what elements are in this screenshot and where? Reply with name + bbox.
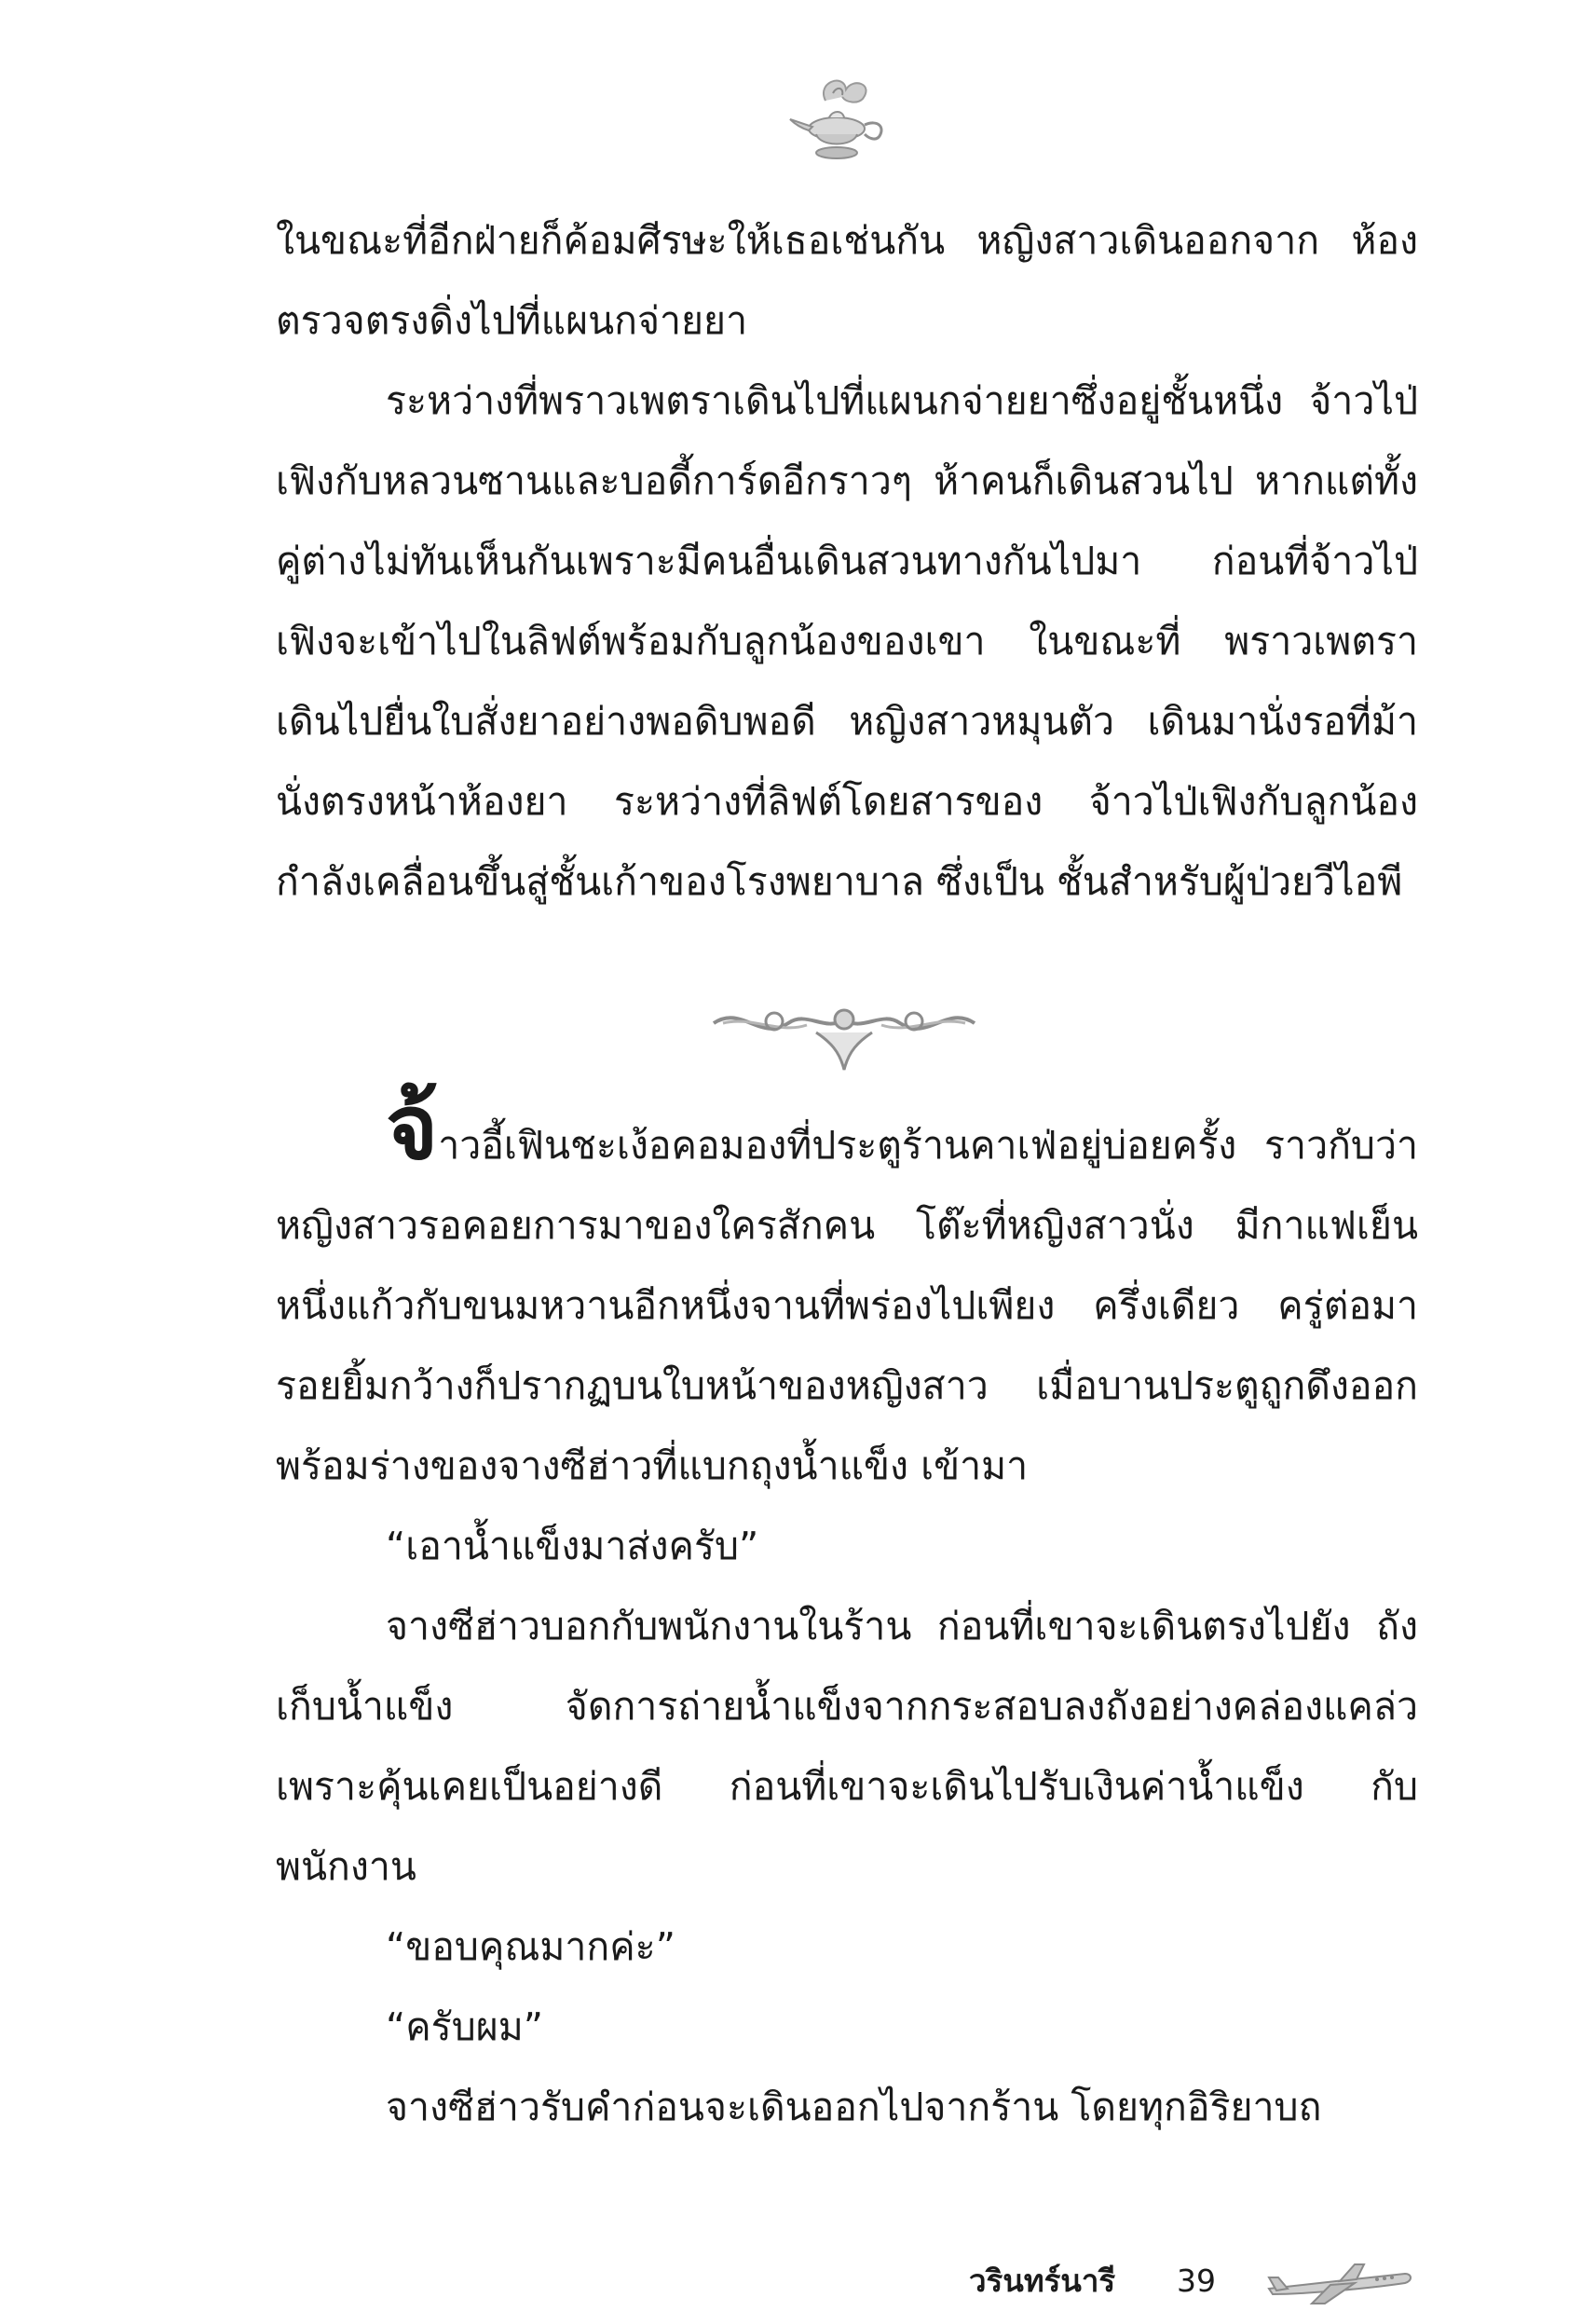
airplane-icon [1265,2261,1414,2307]
dialogue: “ครับผม” [386,2004,544,2049]
paragraph [276,1074,1418,1506]
paragraph: จางซีฮ่าวบอกกับพนักงานในร้าน ก่อนที่เขาจะเดินตรงไปยัง ถังเก็บน้ำแข็ง จัดการถ่ายน้ำแข็งจากกระสอบลงถังอย่างคล่องแคล่ว เพราะคุ้นเคยเป็นอย่างดี ก่อนที่เขาจะเดินไปรับเงินค่าน้ำแข็ง กับพนักงาน [276,1604,1418,1889]
page-footer [932,2253,1416,2309]
paragraph: ในขณะที่อีกฝ่ายก็ค้อมศีรษะให้เธอเช่นกัน หญิงสาวเดินออกจาก ห้องตรวจตรงดิ่งไปที่แผนกจ่ายยา [276,218,1418,343]
paragraph-text: าวอี้เฟินชะเง้อคอมองที่ประตูร้านคาเฟ่อยู่บ่อยครั้ง ราวกับว่าหญิงสาวรอคอยการมาของใครสักคน โต๊ะที่หญิงสาวนั่ง มีกาแฟเย็นหนึ่งแก้วกับขนมหวานอีกหนึ่งจานที่พร่องไปเพียง ครึ่งเดียว ครู่ต่อมารอยยิ้มกว้างก็ปรากฏบนใบหน้าของหญิงสาว เมื่อบานประตูถูกดึงออกพร้อมร่างของจางซีฮ่าวที่แบกถุงน้ำแข็ง เข้ามา [276,1123,1418,1488]
genie-lamp-icon [788,73,891,175]
section-one [276,200,1418,922]
dialogue: “ขอบคุณมากค่ะ” [386,1924,675,1969]
book-title: วรินทร์นารี [969,2263,1116,2299]
paragraph: ระหว่างที่พราวเพตราเดินไปที่แผนกจ่ายยาซึ่งอยู่ชั้นหนึ่ง จ้าวไป่เฟิงกับหลวนซานและบอดี้การ์ดอีกราวๆ ห้าคนก็เดินสวนไป หากแต่ทั้งคู่ต่างไม่ทันเห็นกันเพราะมีคนอื่นเดินสวนทางกันไปมา ก่อนที่จ้าวไป่เฟิงจะเข้าไปในลิฟต์พร้อมกับลูกน้องของเขา ในขณะที่ พราวเพตราเดินไปยื่นใบสั่งยาอย่างพอดิบพอดี หญิงสาวหมุนตัว เดินมานั่งรอที่ม้านั่งตรงหน้าห้องยา ระหว่างที่ลิฟต์โดยสารของ จ้าวไป่เฟิงกับลูกน้องกำลังเคลื่อนขึ้นสู่ชั้นเก้าของโรงพยาบาล ซึ่งเป็น ชั้นสำหรับผู้ป่วยวีไอพี [276,378,1418,904]
paragraph: จางซีฮ่าวรับคำก่อนจะเดินออกไปจากร้าน โดยทุกอิริยาบถ [386,2085,1322,2129]
section-two [276,1074,1418,2147]
page-number: 39 [1177,2263,1216,2299]
scroll-ornament-divider-icon [704,995,984,1079]
dialogue: “เอาน้ำแข็งมาส่งครับ” [386,1524,759,1568]
drop-cap: จ้ [386,1074,439,1180]
